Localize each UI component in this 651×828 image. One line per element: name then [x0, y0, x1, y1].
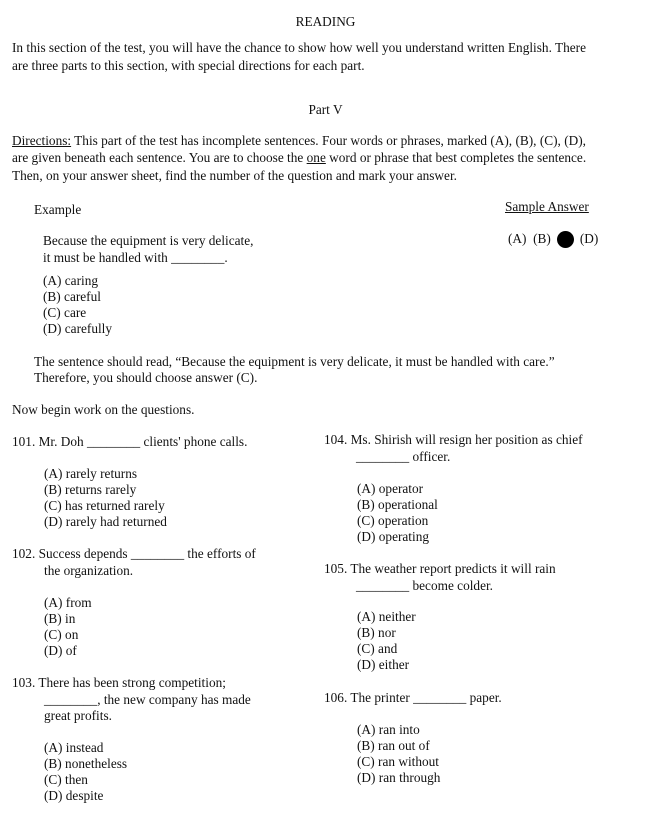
directions-label: Directions:: [12, 133, 72, 148]
bubble-a: (A): [508, 231, 527, 246]
sample-answer-label: Sample Answer: [505, 199, 589, 214]
answer-option: (B) operational: [357, 497, 438, 512]
answer-option: (B) nonetheless: [44, 756, 128, 771]
example-label: Example: [34, 202, 82, 217]
bubble-b: (B): [533, 231, 551, 246]
answer-option: (A) ran into: [357, 722, 420, 737]
begin-instruction: Now begin work on the questions.: [12, 402, 195, 417]
answer-option: (C) ran without: [357, 754, 439, 769]
intro-line: In this section of the test, you will have the chance to show how well you understand written English. There: [12, 40, 586, 55]
bubble-d: (D): [579, 231, 599, 246]
answer-option: (A) rarely returns: [44, 466, 138, 481]
example-option: (D) carefully: [43, 321, 113, 336]
answer-option: (D) ran through: [357, 770, 441, 785]
answer-option: (A) instead: [44, 740, 104, 755]
example-sentence: Because the equipment is very delicate,: [43, 233, 254, 248]
question-stem: 102. Success depends ________ the efforts of: [12, 546, 256, 561]
answer-option: (C) has returned rarely: [44, 498, 165, 513]
answer-option: (A) from: [44, 595, 92, 610]
question-stem: 106. The printer ________ paper.: [324, 690, 502, 705]
directions-line: Then, on your answer sheet, find the number of the question and mark your answer.: [12, 168, 457, 183]
example-option: (B) careful: [43, 289, 101, 304]
directions-text: This part of the test has incomplete sentences. Four words or phrases, marked (A), (B), (C), (D),: [71, 133, 586, 148]
example-explanation: The sentence should read, “Because the equipment is very delicate, it must be handled with care.”: [34, 354, 555, 369]
example-sentence: it must be handled with ________.: [43, 250, 228, 265]
sample-answer-bubbles: [508, 231, 598, 248]
answer-option: (C) on: [44, 627, 79, 642]
question-stem: 103. There has been strong competition;: [12, 675, 226, 690]
answer-option: (B) in: [44, 611, 76, 626]
question-stem: the organization.: [44, 562, 134, 578]
answer-option: (C) operation: [357, 513, 429, 528]
answer-option: (C) then: [44, 772, 88, 787]
answer-option: (D) despite: [44, 788, 104, 803]
question-stem: ________ officer.: [356, 448, 451, 464]
example-option: (A) caring: [43, 273, 99, 288]
answer-option: (D) rarely had returned: [44, 514, 167, 529]
answer-option: (A) neither: [357, 609, 416, 624]
part-title: Part V: [308, 102, 343, 117]
answer-option: (B) ran out of: [357, 738, 430, 753]
answer-option: (A) operator: [357, 481, 424, 496]
intro-line: are three parts to this section, with special directions for each part.: [12, 58, 365, 73]
directions-line: [12, 133, 586, 149]
answer-option: (D) either: [357, 657, 410, 672]
answer-option: (B) nor: [357, 625, 396, 640]
example-explanation: Therefore, you should choose answer (C).: [34, 370, 258, 385]
section-title: READING: [295, 14, 356, 29]
answer-option: (B) returns rarely: [44, 482, 137, 497]
answer-option: (D) operating: [357, 529, 429, 544]
answer-option: (C) and: [357, 641, 398, 656]
directions-emphasis: one: [306, 150, 326, 165]
example-option: (C) care: [43, 305, 87, 320]
question-stem: great profits.: [44, 708, 112, 723]
directions-line: [12, 150, 586, 166]
filled-bubble-c: [557, 231, 574, 248]
question-stem: 105. The weather report predicts it will rain: [324, 561, 556, 576]
answer-option: (D) of: [44, 643, 77, 658]
question-stem: 101. Mr. Doh ________ clients' phone calls.: [12, 434, 248, 449]
question-stem: 104. Ms. Shirish will resign her position as chief: [324, 432, 583, 447]
directions-text: are given beneath each sentence. You are to choose the: [12, 150, 307, 165]
question-stem: ________, the new company has made: [44, 691, 251, 707]
directions-text: word or phrase that best completes the sentence.: [325, 150, 587, 165]
question-stem: ________ become colder.: [356, 577, 493, 593]
